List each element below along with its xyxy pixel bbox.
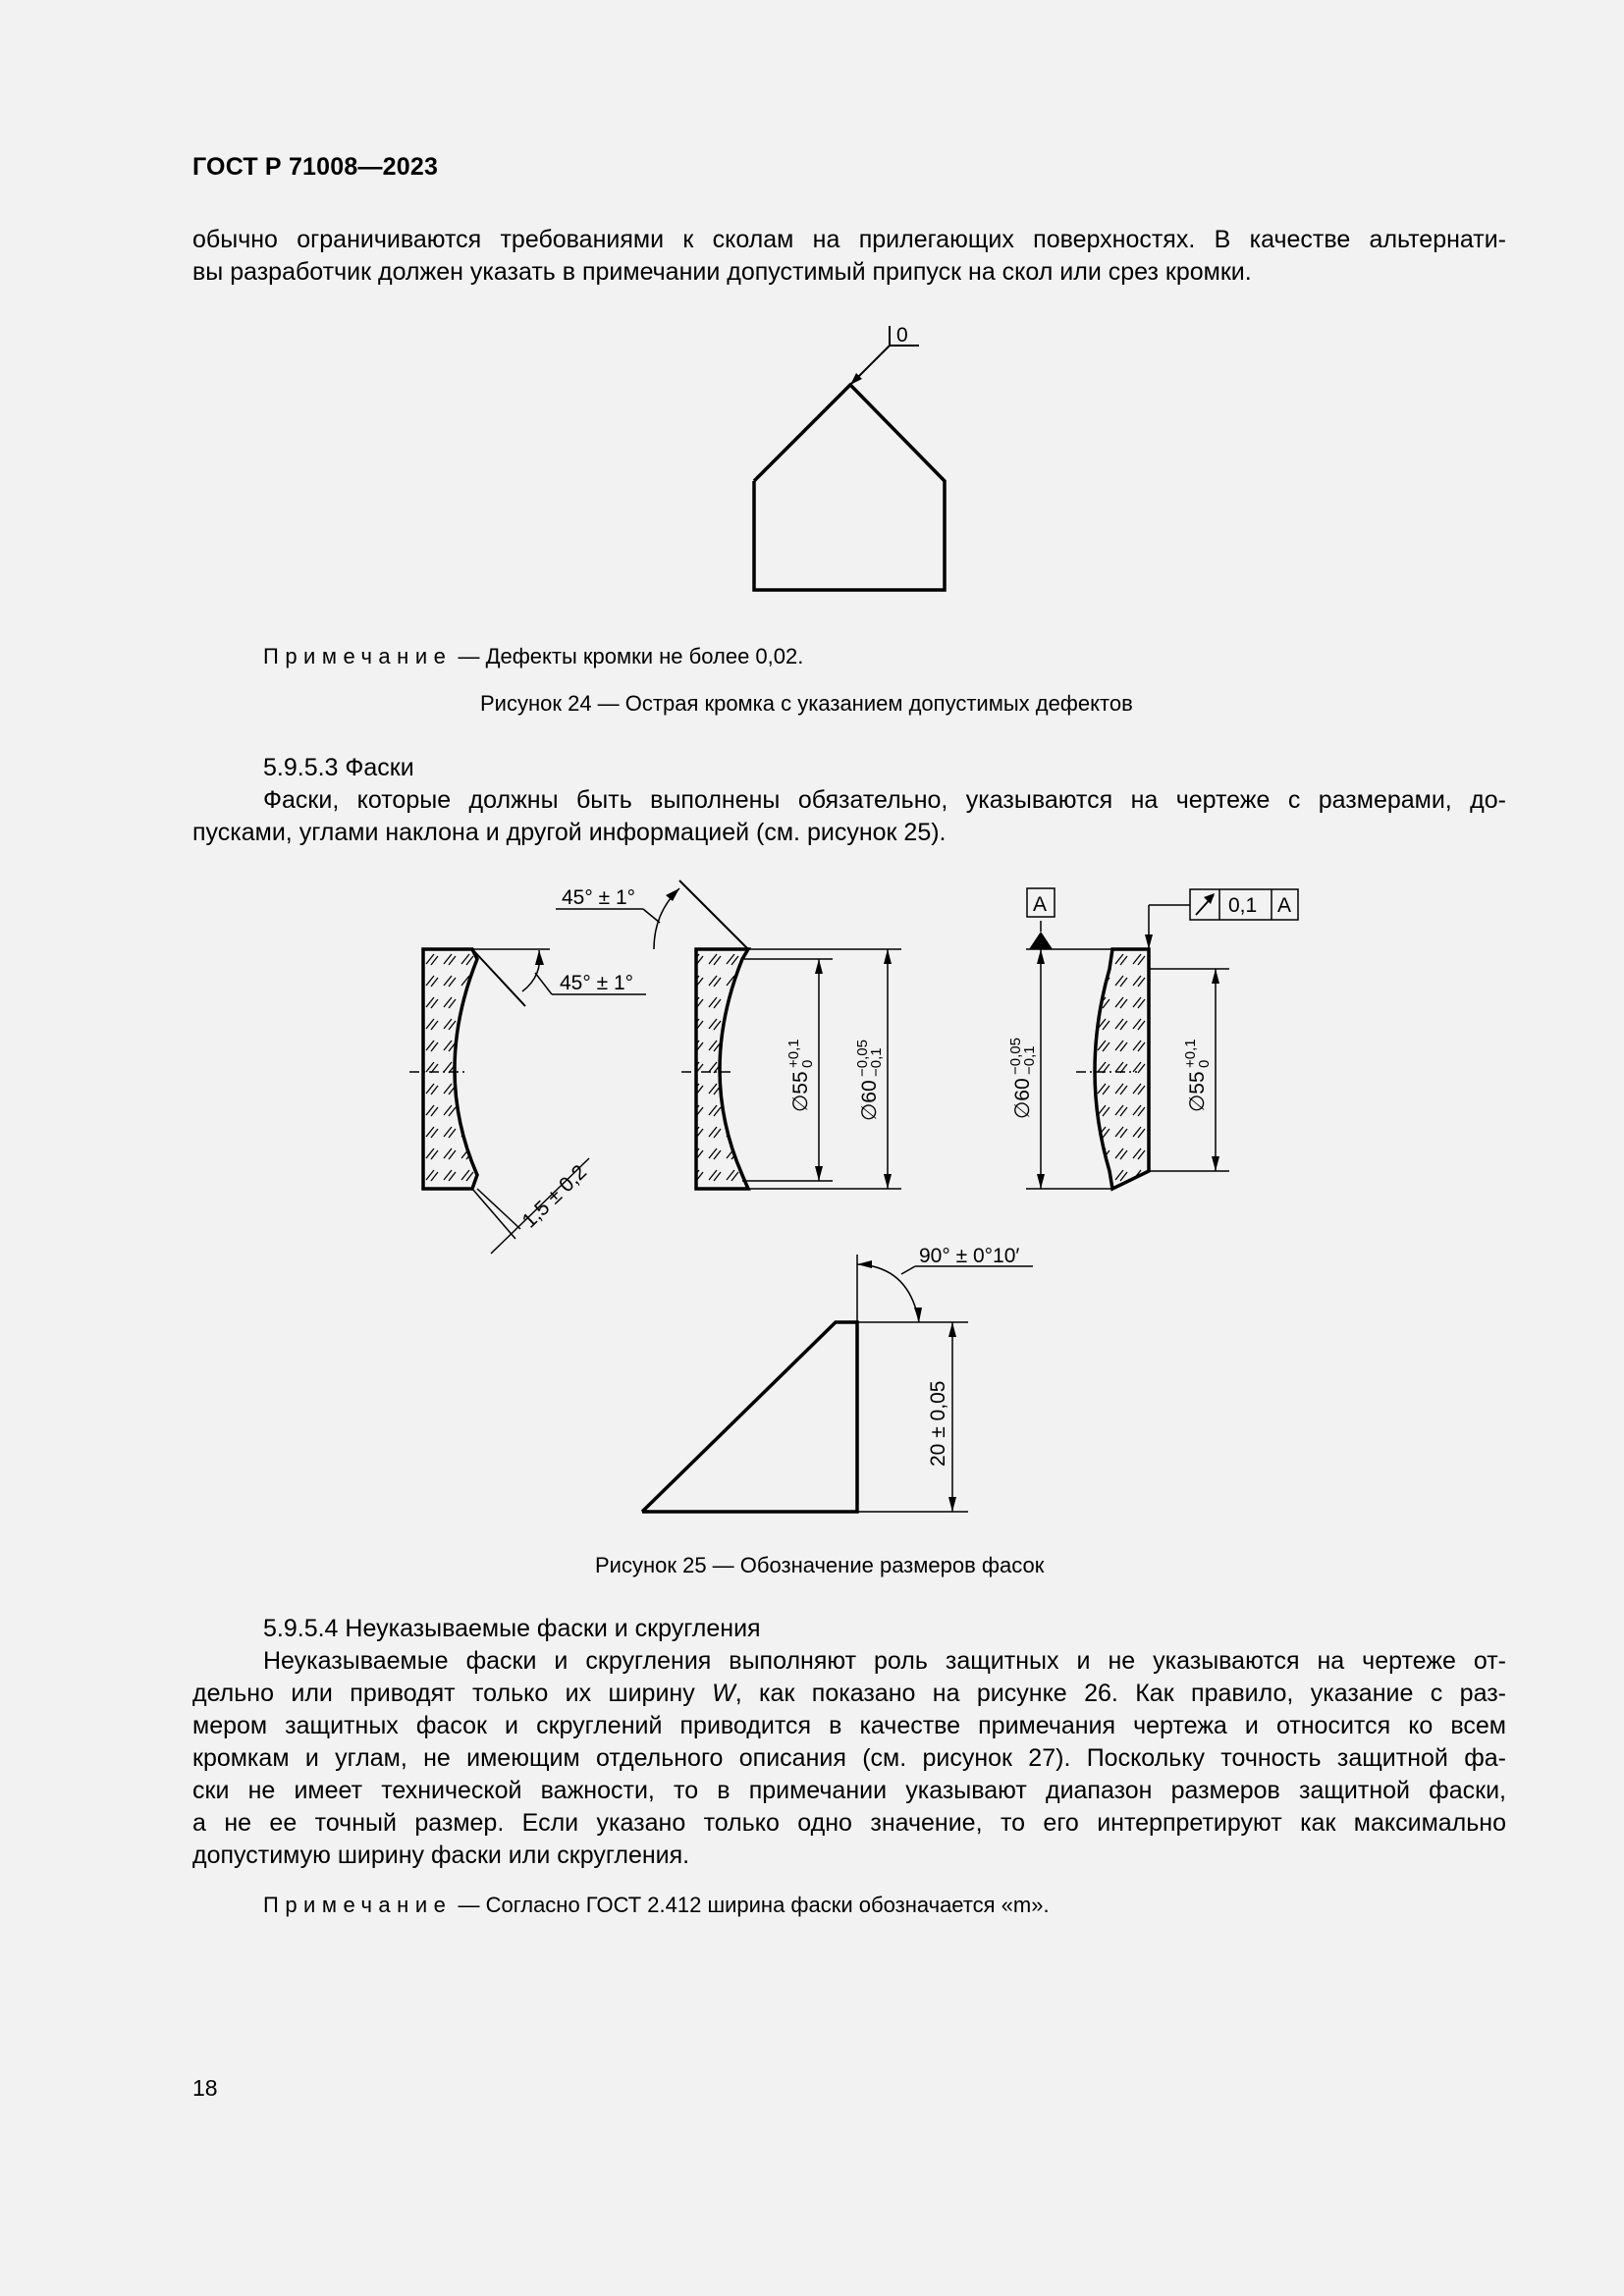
wedge-angle-label: 90° ± 0°10′ [919, 1245, 1020, 1267]
section-5954-line-3: мером защитных фасок и скруглений приводится в качестве примечания чертежа и относится ко всем [192, 1712, 1506, 1739]
runout-icon-head [1204, 893, 1215, 904]
lens-3-dim60-arrow-top [1037, 949, 1045, 964]
lens-3 [1007, 888, 1298, 1189]
wedge-outline [642, 1322, 857, 1512]
section-5954-line-2 [192, 1678, 1506, 1710]
lens-1-angle-arc [522, 950, 540, 991]
lens-3-dim55-arrow-bottom [1212, 1156, 1219, 1171]
lens-2-chamfer-ext [679, 881, 748, 949]
section-5954-line-5: ски не имеет технической важности, то в примечании указывают диапазон размеров защитной фаски, [192, 1777, 1506, 1804]
lens-2-angle-label: 45° ± 1° [562, 886, 636, 909]
lens-1-chamfer-ext-b [472, 1189, 515, 1239]
wedge-height-arrow-bottom [948, 1497, 956, 1512]
lens-2-dim55-arrow-top [815, 959, 823, 974]
lens-3-dim55-arrow-top [1212, 969, 1219, 984]
lens-2-dim60-arrow-top [884, 949, 892, 964]
wedge-angle-arc [857, 1264, 919, 1322]
lens-2-dim55-arrow-bottom [815, 1166, 823, 1181]
fig24-frame-value: 0 [896, 324, 908, 347]
section-5954-line-6: а не ее точный размер. Если указано только одно значение, то его интерпретируют как максимально [192, 1809, 1506, 1837]
lens-2-angle-arc [654, 888, 679, 949]
wedge-height-arrow-top [948, 1322, 956, 1337]
lens-3-dia55-upper: +0,1 [1182, 1039, 1199, 1068]
document-header: ГОСТ Р 71008—2023 [192, 153, 439, 181]
section-5954-note [263, 1893, 1050, 1918]
lens-3-dia60-lower: −0,1 [1021, 1045, 1038, 1075]
lens-2-dia55-upper: +0,1 [785, 1039, 802, 1068]
wedge-angle-arrow-left [857, 1260, 872, 1268]
fig25-caption: Рисунок 25 — Обозначение размеров фасок [595, 1553, 1045, 1577]
lens-3-dim60-arrow-bottom [1037, 1174, 1045, 1189]
lens-1-angle-leader [535, 973, 552, 994]
lens-2-body [696, 949, 748, 1189]
lens-3-dia55-label: ∅55 [1186, 1071, 1209, 1112]
fig24-caption: Рисунок 24 — Острая кромка с указанием допустимых дефектов [480, 691, 1133, 716]
lens-3-dia55-lower: 0 [1196, 1059, 1213, 1068]
intro-line-2: вы разработчик должен указать в примечании допустимый припуск на скол или срез кромки. [192, 258, 1252, 286]
lens-3-tol-datum: A [1277, 894, 1292, 917]
section-5954-line-2-end: , как показано на рисунке 26. Как правило, указание с раз- [734, 1680, 1506, 1707]
section-5954 [192, 1613, 1506, 1872]
lens-2 [556, 881, 901, 1189]
section-5954-line-1: Неуказываемые фаски и скругления выполняют роль защитных и не указываются на чертеже от- [263, 1647, 1506, 1675]
wedge-height-label: 20 ± 0,05 [927, 1380, 949, 1467]
lens-3-body [1095, 949, 1149, 1189]
section-5954-line-7: допустимую ширину фаски или скругления. [192, 1842, 690, 1869]
section-5954-note-text: — Согласно ГОСТ 2.412 ширина фаски обозначается «m». [452, 1893, 1050, 1917]
section-5954-line-2-start: дельно или приводят только их ширину [192, 1680, 713, 1707]
lens-2-dia60-lower: −0,1 [868, 1047, 885, 1077]
lens-3-tol-leader-arrow [1145, 934, 1153, 949]
lens-2-dia55-label: ∅55 [789, 1071, 812, 1112]
w-symbol: W [712, 1680, 735, 1707]
lens-2-dim60-arrow-bottom [884, 1174, 892, 1189]
lens-2-dia60-label: ∅60 [858, 1080, 881, 1121]
lens-3-dia60-upper: −0,05 [1007, 1038, 1024, 1075]
lens-3-tol-value: 0,1 [1228, 894, 1258, 917]
lens-1-body [423, 949, 477, 1189]
section-5954-note-label: Примечание [263, 1893, 453, 1917]
lens-1-angle-label: 45° ± 1° [560, 972, 634, 994]
fig24-note-label: Примечание [263, 644, 453, 668]
lens-3-dia60-label: ∅60 [1011, 1078, 1034, 1119]
section-5954-line-4: кромкам и углам, не имеющим отдельного описания (см. рисунок 27). Поскольку точность защитной фа- [192, 1744, 1506, 1772]
fig24-note-text: — Дефекты кромки не более 0,02. [452, 644, 804, 668]
section-5954-heading: 5.9.5.4 Неуказываемые фаски и скругления [263, 1615, 761, 1642]
section-5953-line-2: пусками, углами наклона и другой информацией (см. рисунок 25). [192, 819, 947, 846]
lens-2-angle-leader [643, 909, 660, 923]
lens-2-dia55-lower: 0 [799, 1059, 816, 1068]
wedge-angle-leader [901, 1266, 915, 1274]
lens-3-datum-label: A [1033, 893, 1048, 916]
lens-3-datum-triangle [1029, 932, 1053, 949]
lens-1 [409, 949, 646, 1254]
lens-1-width-label: 1,5 ± 0,2 [517, 1160, 592, 1233]
section-5953-heading: 5.9.5.3 Фаски [263, 754, 414, 781]
lens-2-dia60-upper: −0,05 [854, 1040, 871, 1077]
lens-1-chamfer-ext-a [477, 1189, 520, 1229]
lens-2-angle-arrow [666, 888, 679, 901]
intro-line-1: обычно ограничиваются требованиями к сколам на прилегающих поверхностях. В качестве альтернати- [192, 226, 1506, 253]
page-number: 18 [192, 2075, 218, 2101]
lens-1-chamfer-ext [472, 949, 525, 1006]
chamfer-wedge [642, 1245, 1033, 1512]
lens-1-angle-arrow [535, 950, 544, 965]
section-5953-line-1: Фаски, которые должны быть выполнены обязательно, указываются на чертеже с размерами, до- [263, 786, 1506, 814]
